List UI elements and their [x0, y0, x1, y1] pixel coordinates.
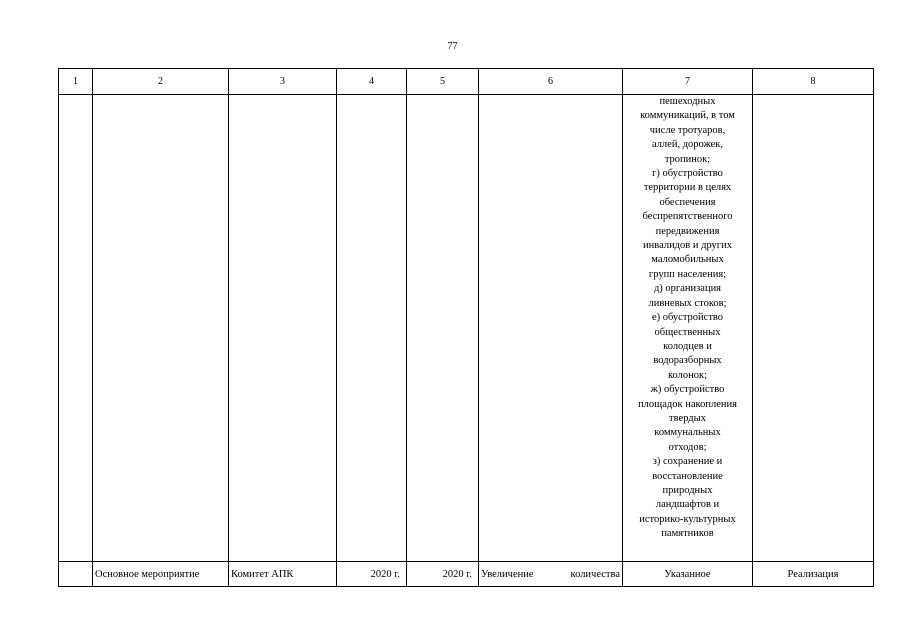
description-line: ландшафтов и	[655, 499, 720, 511]
description-line: памятников	[661, 528, 714, 540]
table-row	[59, 562, 874, 587]
description-line: групп населения;	[648, 268, 727, 280]
description-line: ливневых стоков;	[648, 297, 727, 309]
header-cell: 7	[623, 69, 753, 95]
header-cell: 8	[753, 69, 874, 95]
measures-description-text	[625, 95, 750, 542]
description-line: маломобильных	[651, 254, 724, 266]
header-cell: 1	[59, 69, 93, 95]
description-line: обеспечения	[659, 196, 716, 208]
table-cell: Указанное	[623, 562, 753, 587]
table-cell: Реализация	[753, 562, 874, 587]
table-cell-word: Увеличение	[481, 568, 534, 580]
description-line: пешеходных	[659, 96, 716, 107]
description-line: беспрепятственного	[642, 211, 733, 223]
description-line: отходов;	[668, 441, 707, 453]
description-line: коммуникаций, в том	[640, 110, 735, 122]
description-line: аллей, дорожек,	[651, 139, 724, 151]
description-line: з) сохранение и	[652, 456, 723, 468]
header-cell: 5	[407, 69, 479, 95]
table-cell: Комитет АПК	[229, 562, 337, 587]
table-header-row	[59, 69, 874, 95]
description-line: восстановление	[652, 470, 723, 482]
description-line: историко-культурных	[639, 513, 736, 525]
header-cell: 4	[337, 69, 407, 95]
description-line: инвалидов и других	[643, 240, 732, 252]
description-line: тропинок;	[664, 153, 711, 165]
description-line: числе тротуаров,	[649, 124, 726, 136]
description-line: д) организация	[653, 283, 722, 295]
header-cell: 6	[479, 69, 623, 95]
table-cell	[59, 562, 93, 587]
description-line: территории в целях	[643, 182, 732, 194]
description-line: г) обустройство	[652, 168, 723, 180]
description-line: твердых	[669, 412, 706, 424]
table-row-continued	[59, 95, 874, 562]
header-cell: 3	[229, 69, 337, 95]
table-cell	[229, 95, 337, 562]
document-table	[58, 68, 874, 587]
table-cell: 2020 г.	[407, 562, 479, 587]
measures-description-cell	[623, 95, 753, 562]
table-cell	[93, 95, 229, 562]
description-line: коммунальных	[654, 427, 721, 439]
description-line: передвижения	[655, 225, 720, 237]
table-cell	[753, 95, 874, 562]
description-line: колодцев и	[663, 340, 712, 352]
table-cell	[479, 95, 623, 562]
table-cell-word: количества	[570, 568, 620, 580]
table-cell	[337, 95, 407, 562]
header-cell: 2	[93, 69, 229, 95]
description-line: е) обустройство	[651, 312, 724, 324]
table-cell	[407, 95, 479, 562]
description-line: ж) обустройство	[650, 384, 725, 396]
table-cell	[59, 95, 93, 562]
description-line: общественных	[654, 326, 721, 338]
description-line: водоразборных	[653, 355, 722, 367]
description-line: природных	[662, 484, 713, 496]
table-cell: Основное мероприятие	[93, 562, 229, 587]
description-line: колонок;	[667, 369, 708, 381]
table-cell	[479, 562, 623, 587]
table-cell: 2020 г.	[337, 562, 407, 587]
description-line: площадок накопления	[638, 398, 737, 410]
page-number: 77	[447, 41, 458, 52]
